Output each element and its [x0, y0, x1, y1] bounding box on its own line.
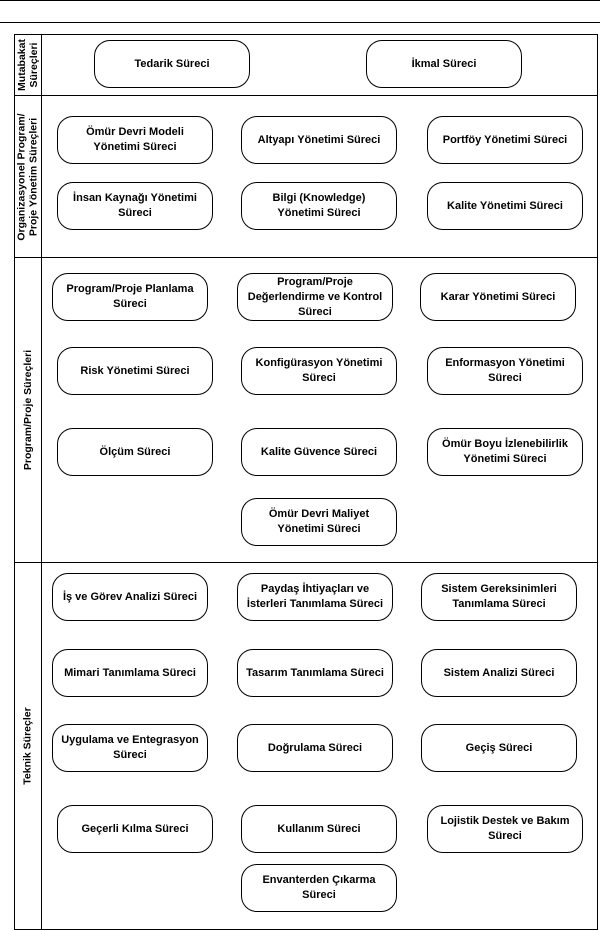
process-box: Kullanım Süreci	[241, 805, 397, 853]
process-box: Risk Yönetimi Süreci	[57, 347, 213, 395]
label-col-organizasyonel	[14, 95, 42, 258]
top-border	[0, 0, 600, 1]
process-box: Altyapı Yönetimi Süreci	[241, 116, 397, 164]
process-box: İkmal Süreci	[366, 40, 522, 88]
process-box: Envanterden Çıkarma Süreci	[241, 864, 397, 912]
process-box: Ömür Devri Maliyet Yönetimi Süreci	[241, 498, 397, 546]
process-box: Geçiş Süreci	[421, 724, 577, 772]
label-col-teknik	[14, 562, 42, 930]
process-box: İnsan Kaynağı Yönetimi Süreci	[57, 182, 213, 230]
process-box: Program/Proje Değerlendirme ve Kontrol Süreci	[237, 273, 393, 321]
process-box: Uygulama ve Entegrasyon Süreci	[52, 724, 208, 772]
process-box: Portföy Yönetimi Süreci	[427, 116, 583, 164]
process-box: Geçerli Kılma Süreci	[57, 805, 213, 853]
process-box: Mimari Tanımlama Süreci	[52, 649, 208, 697]
process-box: Tedarik Süreci	[94, 40, 250, 88]
section-label-organizasyonel: Organizasyonel Program/ Proje Yönetim Süreçleri	[16, 112, 40, 241]
process-box: Konfigürasyon Yönetimi Süreci	[241, 347, 397, 395]
process-box: Ömür Boyu İzlenebilirlik Yönetimi Süreci	[427, 428, 583, 476]
section-label-teknik: Teknik Süreçler	[22, 707, 34, 785]
process-box: Ömür Devri Modeli Yönetimi Süreci	[57, 116, 213, 164]
process-box: Sistem Gereksinimleri Tanımlama Süreci	[421, 573, 577, 621]
label-col-program	[14, 257, 42, 563]
label-col-mutabakat	[14, 34, 42, 96]
header-divider	[0, 22, 600, 23]
process-box: İş ve Görev Analizi Süreci	[52, 573, 208, 621]
process-box: Program/Proje Planlama Süreci	[52, 273, 208, 321]
process-box: Enformasyon Yönetimi Süreci	[427, 347, 583, 395]
process-box: Kalite Yönetimi Süreci	[427, 182, 583, 230]
section-label-mutabakat: Mutabakat Süreçleri	[16, 39, 40, 91]
process-box: Doğrulama Süreci	[237, 724, 393, 772]
process-box: Kalite Güvence Süreci	[241, 428, 397, 476]
process-box: Lojistik Destek ve Bakım Süreci	[427, 805, 583, 853]
process-box: Tasarım Tanımlama Süreci	[237, 649, 393, 697]
process-box: Ölçüm Süreci	[57, 428, 213, 476]
section-label-program: Program/Proje Süreçleri	[22, 349, 34, 471]
process-box: Paydaş İhtiyaçları ve İsterleri Tanımlama Süreci	[237, 573, 393, 621]
process-box: Karar Yönetimi Süreci	[420, 273, 576, 321]
process-box: Sistem Analizi Süreci	[421, 649, 577, 697]
process-box: Bilgi (Knowledge) Yönetimi Süreci	[241, 182, 397, 230]
